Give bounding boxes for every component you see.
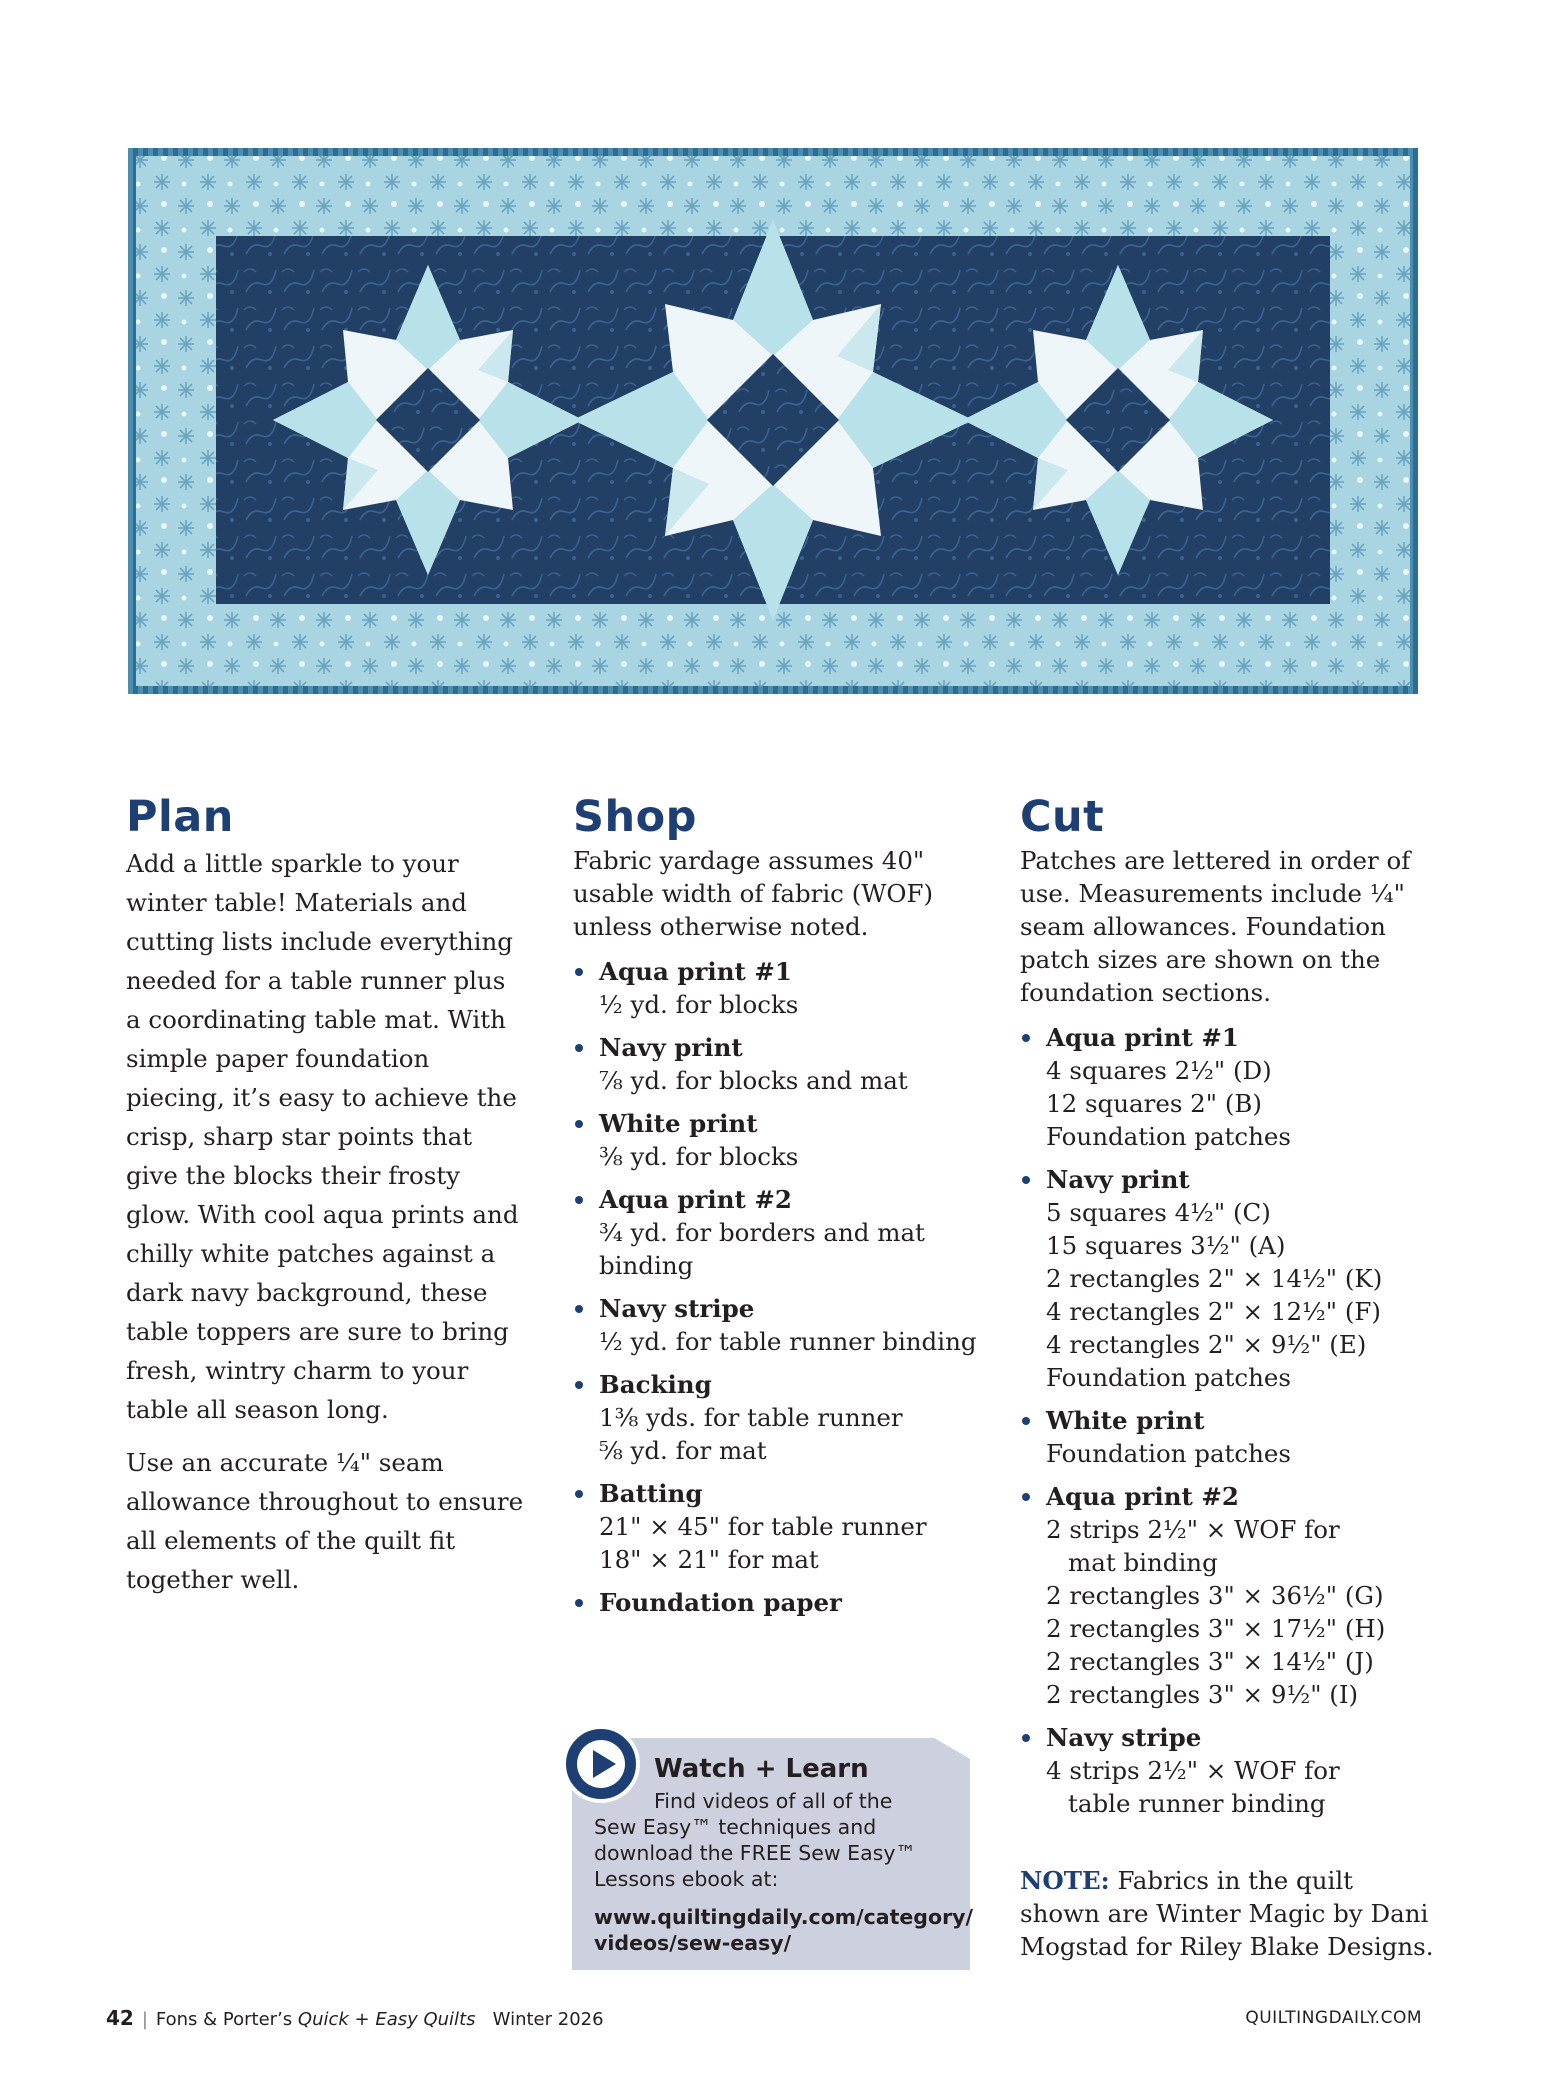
plan-paragraph-2: Use an accurate ¼" seam allowance throughout to ensure all elements of the quilt fit together well. <box>126 1448 524 1594</box>
website-label: QUILTINGDAILY.COM <box>1245 2008 1422 2028</box>
list-item <box>573 1477 983 1576</box>
item-detail: ½ yd. for table runner binding <box>599 1327 977 1356</box>
item-name: Navy stripe <box>599 1294 755 1323</box>
item-detail: ¾ yd. for borders and mat binding <box>599 1218 925 1280</box>
item-detail: 5 squares 4½" (C) <box>1046 1198 1271 1227</box>
shop-heading: Shop <box>573 792 697 842</box>
item-name: Backing <box>599 1370 712 1399</box>
item-name: Navy stripe <box>1046 1723 1202 1752</box>
item-name: Aqua print #1 <box>599 957 792 986</box>
page-number: 42 <box>106 2006 134 2030</box>
item-detail: 15 squares 3½" (A) <box>1046 1231 1286 1260</box>
shop-intro: Fabric yardage assumes 40" usable width of fabric (WOF) unless otherwise noted. <box>573 846 934 941</box>
item-detail: 18" × 21" for mat <box>599 1545 819 1574</box>
list-item <box>1020 1404 1440 1470</box>
watch-text-rest: Sew Easy™ techniques and download the FREE Sew Easy™ Lessons ebook at: <box>594 1815 916 1891</box>
list-item <box>573 1183 983 1282</box>
cut-intro: Patches are lettered in order of use. Measurements include ¼" seam allowances. Foundation patch sizes are shown on the foundation sections. <box>1020 846 1411 1007</box>
item-detail: 2 rectangles 3" × 14½" (J) <box>1046 1647 1374 1676</box>
cut-heading: Cut <box>1020 792 1105 842</box>
watch-text-first: Find videos of all of the <box>654 1789 893 1813</box>
item-name: White print <box>1046 1406 1205 1435</box>
item-detail: 1⅜ yds. for table runner <box>599 1403 903 1432</box>
issue-date: Winter 2026 <box>492 2009 604 2030</box>
list-item <box>573 1031 983 1097</box>
cut-section <box>1020 790 1440 1988</box>
item-detail: 4 squares 2½" (D) <box>1046 1056 1272 1085</box>
list-item <box>573 1368 983 1467</box>
item-name: Aqua print #1 <box>1046 1023 1239 1052</box>
item-name: White print <box>599 1109 758 1138</box>
list-item <box>573 1107 983 1173</box>
item-detail: 4 rectangles 2" × 12½" (F) <box>1046 1297 1381 1326</box>
item-detail: ⅞ yd. for blocks and mat <box>599 1066 908 1095</box>
plan-paragraph-1: Add a little sparkle to your winter table! Materials and cutting lists include everything needed for a table runner plus a coordinating table mat. With simple paper foundation piecing, it’s easy to achieve the crisp, sharp star points that give the blocks their frosty glow. With cool aqua prints and chilly white patches against a dark navy background, these table toppers are sure to bring fresh, wintry charm to your table all season long. <box>126 849 519 1424</box>
item-name: Aqua print #2 <box>599 1185 792 1214</box>
item-name: Batting <box>599 1479 703 1508</box>
watch-title: Watch + Learn <box>654 1754 869 1784</box>
item-detail: Foundation patches <box>1046 1363 1291 1392</box>
item-detail: 2 rectangles 2" × 14½" (K) <box>1046 1264 1383 1293</box>
fabric-note <box>1020 1864 1440 1963</box>
item-detail: table runner binding <box>1068 1789 1326 1818</box>
note-text: Fabrics in the quilt shown are Winter Magic by Dani Mogstad for Riley Blake Designs. <box>1020 1866 1434 1961</box>
list-item <box>1020 1480 1440 1711</box>
watch-url-line-2[interactable]: videos/sew-easy/ <box>594 1931 792 1955</box>
item-detail: Foundation patches <box>1046 1439 1291 1468</box>
list-item <box>573 1586 983 1619</box>
quilt-photo <box>128 148 1418 694</box>
watch-url-line-1[interactable]: www.quiltingdaily.com/category/ <box>594 1905 974 1929</box>
item-name: Foundation paper <box>599 1588 842 1617</box>
plan-heading: Plan <box>126 792 234 842</box>
shop-section <box>573 790 983 1629</box>
item-detail: 2 rectangles 3" × 17½" (H) <box>1046 1614 1386 1643</box>
magazine-title: Quick + Easy Quilts <box>297 2009 476 2030</box>
item-detail: 4 strips 2½" × WOF for <box>1046 1756 1340 1785</box>
item-detail: 12 squares 2" (B) <box>1046 1089 1262 1118</box>
list-item <box>573 1292 983 1358</box>
cut-list <box>1020 1021 1440 1820</box>
item-detail: ½ yd. for blocks <box>599 990 799 1019</box>
note-label: NOTE: <box>1020 1866 1110 1895</box>
item-detail: 2 strips 2½" × WOF for <box>1046 1515 1340 1544</box>
item-detail: ⅝ yd. for mat <box>599 1436 767 1465</box>
item-name: Navy print <box>1046 1165 1190 1194</box>
list-item <box>1020 1721 1440 1820</box>
item-name: Navy print <box>599 1033 743 1062</box>
watch-link[interactable] <box>594 1904 974 1956</box>
item-detail: 21" × 45" for table runner <box>599 1512 927 1541</box>
item-detail: 4 rectangles 2" × 9½" (E) <box>1046 1330 1367 1359</box>
item-detail: 2 rectangles 3" × 36½" (G) <box>1046 1581 1384 1610</box>
list-item <box>1020 1021 1440 1153</box>
magazine-name: Fons & Porter’s <box>155 2009 293 2030</box>
list-item <box>1020 1163 1440 1394</box>
shop-list <box>573 955 983 1619</box>
watch-description <box>594 1788 964 1892</box>
item-detail: Foundation patches <box>1046 1122 1291 1151</box>
plan-section <box>126 790 526 1613</box>
item-detail: ⅜ yd. for blocks <box>599 1142 799 1171</box>
item-detail: mat binding <box>1068 1548 1218 1577</box>
page-footer: 42 | Fons & Porter’s Quick + Easy Quilts Winter 2026 <box>106 2006 604 2030</box>
item-detail: 2 rectangles 3" × 9½" (I) <box>1046 1680 1359 1709</box>
list-item <box>573 955 983 1021</box>
item-name: Aqua print #2 <box>1046 1482 1239 1511</box>
